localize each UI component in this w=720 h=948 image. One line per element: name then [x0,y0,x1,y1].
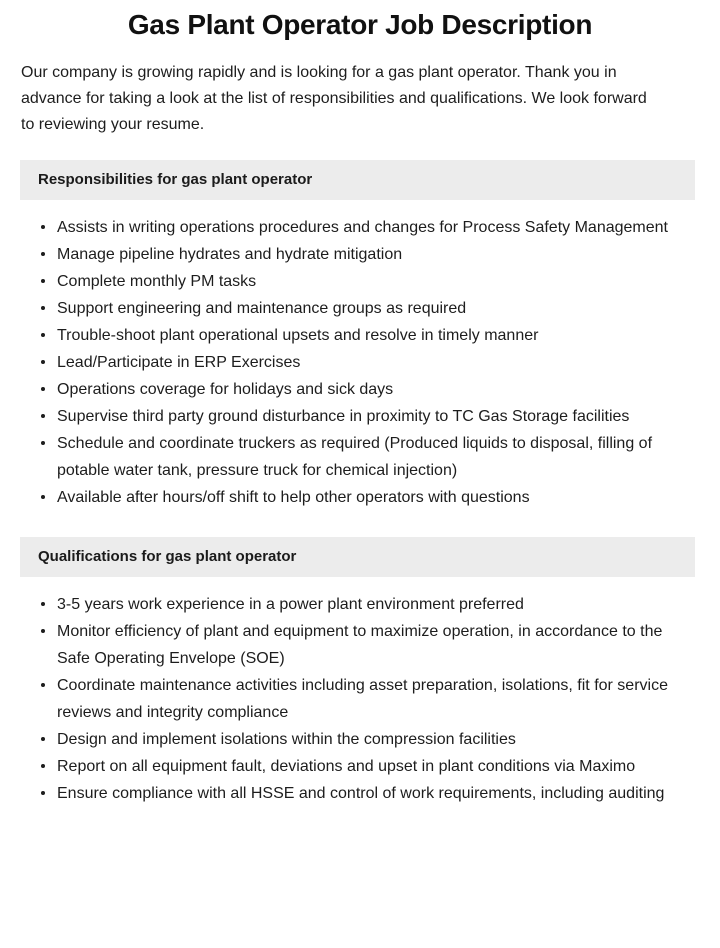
list-item [21,403,692,430]
list-item-text: Manage pipeline hydrates and hydrate mitigation [57,246,403,263]
list-item-text: 3-5 years work experience in a power plant environment preferred [57,596,524,613]
list-item [21,214,692,241]
list-item-text: Supervise third party ground disturbance in proximity to TC Gas Storage facilities [57,408,630,425]
list-item [21,591,692,618]
bullet-dot-icon [41,333,45,337]
bullet-dot-icon [41,387,45,391]
bullet-dot-icon [41,602,45,606]
bullet-dot-icon [41,360,45,364]
list-item-text: Assists in writing operations procedures and changes for Process Safety Management [57,219,668,236]
bullet-dot-icon [41,791,45,795]
section-responsibilities [0,160,720,511]
list-item-text: Monitor efficiency of plant and equipment to maximize operation, in accordance to the Safe Operating Envelope (SOE) [57,623,663,667]
section-heading-label: Qualifications for gas plant operator [38,548,297,565]
bullet-dot-icon [41,495,45,499]
list-item [21,753,692,780]
section-header-qualifications [20,537,695,577]
bullet-dot-icon [41,764,45,768]
qualifications-list [0,577,720,807]
list-item [21,672,692,726]
section-header-responsibilities [20,160,695,200]
list-item-text: Complete monthly PM tasks [57,273,257,290]
bullet-dot-icon [41,414,45,418]
bullet-dot-icon [41,737,45,741]
section-qualifications [0,537,720,807]
list-item-text: Lead/Participate in ERP Exercises [57,354,301,371]
list-item [21,618,692,672]
list-item-text: Report on all equipment fault, deviations and upset in plant conditions via Maximo [57,758,636,775]
list-item [21,295,692,322]
bullet-dot-icon [41,279,45,283]
list-item [21,376,692,403]
bullet-dot-icon [41,306,45,310]
bullet-dot-icon [41,683,45,687]
list-item [21,484,692,511]
list-item-text: Available after hours/off shift to help other operators with questions [57,489,530,506]
list-item-text: Design and implement isolations within the compression facilities [57,731,516,748]
bullet-dot-icon [41,252,45,256]
bullet-dot-icon [41,629,45,633]
section-heading-label: Responsibilities for gas plant operator [38,171,313,188]
list-item [21,268,692,295]
intro-paragraph: Our company is growing rapidly and is looking for a gas plant operator. Thank you in advance for taking a look at the list of responsibilities and qualifications. We look forward to reviewing your resume. [21,64,647,133]
bullet-dot-icon [41,441,45,445]
responsibilities-list [0,200,720,511]
bullet-dot-icon [41,225,45,229]
list-item [21,322,692,349]
list-item-text: Operations coverage for holidays and sick days [57,381,394,398]
list-item [21,430,692,484]
page-title: Gas Plant Operator Job Description [127,9,593,40]
list-item [21,780,692,807]
list-item [21,349,692,376]
list-item-text: Schedule and coordinate truckers as required (Produced liquids to disposal, filling of potable water tank, pressure truck for chemical injection) [57,435,653,479]
list-item-text: Trouble-shoot plant operational upsets and resolve in timely manner [57,327,539,344]
list-item-text: Support engineering and maintenance groups as required [57,300,467,317]
list-item-text: Coordinate maintenance activities including asset preparation, isolations, fit for service reviews and integrity compliance [57,677,668,721]
list-item-text: Ensure compliance with all HSSE and control of work requirements, including auditing [57,785,665,802]
list-item [21,241,692,268]
list-item [21,726,692,753]
